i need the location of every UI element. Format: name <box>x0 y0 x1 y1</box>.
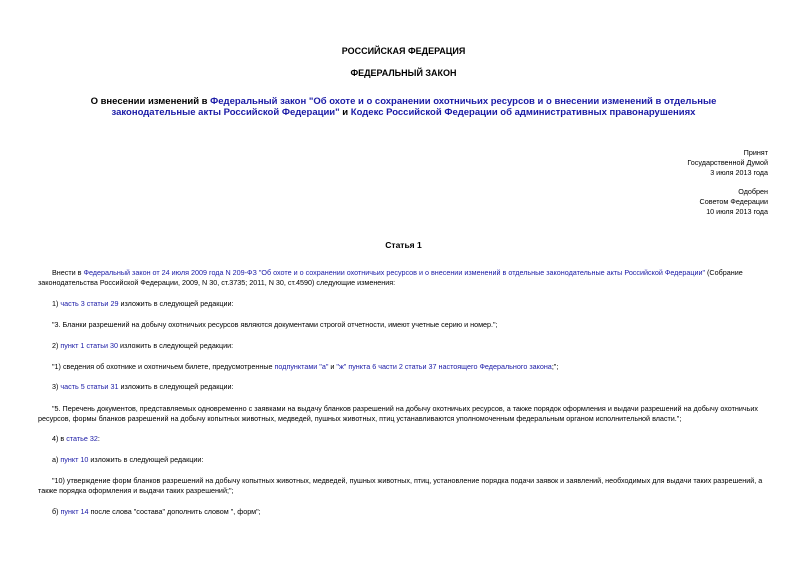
paragraph-item-1 <box>38 299 769 309</box>
paragraph-text: изложить в следующей редакции: <box>118 382 234 391</box>
paragraph-text: (Собрание законодательства Российской Федерации, 2009, N 30, ст.3735; 2011, N 30, ст.4590) следующие изменения: <box>38 268 743 287</box>
paragraph-text: "3. Бланки разрешений на добычу охотничьих ресурсов являются документами строгой отчетности, имеют учетные серию и номер."; <box>52 320 498 329</box>
paragraph-text: 2) <box>52 341 61 350</box>
paragraph-quote-2 <box>38 362 769 372</box>
link-article-32[interactable]: статье 32 <box>66 434 98 443</box>
approval-line-1: Одобрен <box>738 187 768 196</box>
paragraph-text: а) <box>52 455 61 464</box>
paragraph-text: после слова "состава" дополнить словом ", форм"; <box>88 507 261 516</box>
approval-line-2: Советом Федерации <box>699 197 768 206</box>
paragraph-item-4 <box>38 434 769 444</box>
paragraph-text: "1) сведения об охотнике и охотничьем билете, предусмотренные <box>52 362 275 371</box>
link-subclause-zh[interactable]: "ж" пункта 6 части 2 статьи 37 <box>336 362 437 371</box>
link-subclause-a[interactable]: подпунктами "а" <box>274 362 329 371</box>
paragraph-intro <box>38 268 769 288</box>
link-clause-1-article-30[interactable]: пункт 1 статьи 30 <box>60 341 119 350</box>
link-part-3-article-29[interactable]: часть 3 статьи 29 <box>60 299 119 308</box>
link-law-209-fz[interactable]: Федеральный закон от 24 июля 2009 года N 209-ФЗ "Об охоте и о сохранении охотничьих ресурсов и о внесении изменений в отдельные законодательные акты Российской Федерации" <box>83 268 706 277</box>
paragraph-item-3 <box>38 382 769 392</box>
paragraph-text: б) <box>52 507 61 516</box>
paragraph-text: "10) утверждение форм бланков разрешений на добычу копытных животных, медведей, пушных животных, птиц, установление порядка подачи заявок и заявлений, необходимых для выдачи таких разрешений, а также порядка оформления и выдачи таких разрешений;"; <box>38 476 763 495</box>
approval-line-3: 10 июля 2013 года <box>706 207 768 216</box>
adoption-line-1: Принят <box>743 148 768 157</box>
law-title <box>50 96 757 118</box>
paragraph-text: Внести в <box>52 268 84 277</box>
link-this-federal-law[interactable]: настоящего Федерального закона <box>438 362 552 371</box>
paragraph-text: изложить в следующей редакции: <box>118 299 234 308</box>
title-middle: и <box>339 107 351 118</box>
paragraph-text: 1) <box>52 299 61 308</box>
country-heading: РОССИЙСКАЯ ФЕДЕРАЦИЯ <box>341 46 466 56</box>
paragraph-item-2 <box>38 341 769 351</box>
paragraph-quote-1 <box>38 320 769 330</box>
title-link-admin-code[interactable]: Кодекс Российской Федерации об административных правонарушениях <box>350 107 696 118</box>
adoption-line-2: Государственной Думой <box>687 158 768 167</box>
paragraph-item-4a <box>38 455 769 465</box>
paragraph-text: изложить в следующей редакции: <box>88 455 204 464</box>
paragraph-text: изложить в следующей редакции: <box>118 341 234 350</box>
law-type-heading: ФЕДЕРАЛЬНЫЙ ЗАКОН <box>350 68 457 78</box>
adoption-block <box>687 148 768 178</box>
title-link-federal-law[interactable]: Федеральный закон "Об охоте и о сохранении охотничьих ресурсов и о внесении изменений в отдельные законодательные акты Российской Федерации" <box>111 96 717 118</box>
adoption-line-3: 3 июля 2013 года <box>710 168 768 177</box>
link-clause-14[interactable]: пункт 14 <box>60 507 89 516</box>
article-title: Статья 1 <box>385 240 422 250</box>
paragraph-text: 4) в <box>52 434 67 443</box>
paragraph-text: ;"; <box>551 362 559 371</box>
paragraph-text: 3) <box>52 382 61 391</box>
paragraph-text: "5. Перечень документов, представляемых одновременно с заявками на выдачу бланков разрешений на добычу охотничьих ресурсов, а также порядок оформления и выдачи разрешений на добычу охотничьих ресурсов, формы бланков разрешений на добычу копытных животных, медведей, пушных животных, птиц устанавливаются уполномоченным федеральным органом исполнительной власти."; <box>38 404 758 423</box>
paragraph-item-4b <box>38 507 769 517</box>
link-clause-10[interactable]: пункт 10 <box>60 455 89 464</box>
paragraph-quote-3 <box>38 404 769 424</box>
paragraph-quote-4 <box>38 476 769 496</box>
approval-block <box>700 187 768 217</box>
link-part-5-article-31[interactable]: часть 5 статьи 31 <box>60 382 119 391</box>
paragraph-text: и <box>328 362 337 371</box>
title-prefix: О внесении изменений в <box>90 96 211 107</box>
paragraph-text: : <box>97 434 100 443</box>
